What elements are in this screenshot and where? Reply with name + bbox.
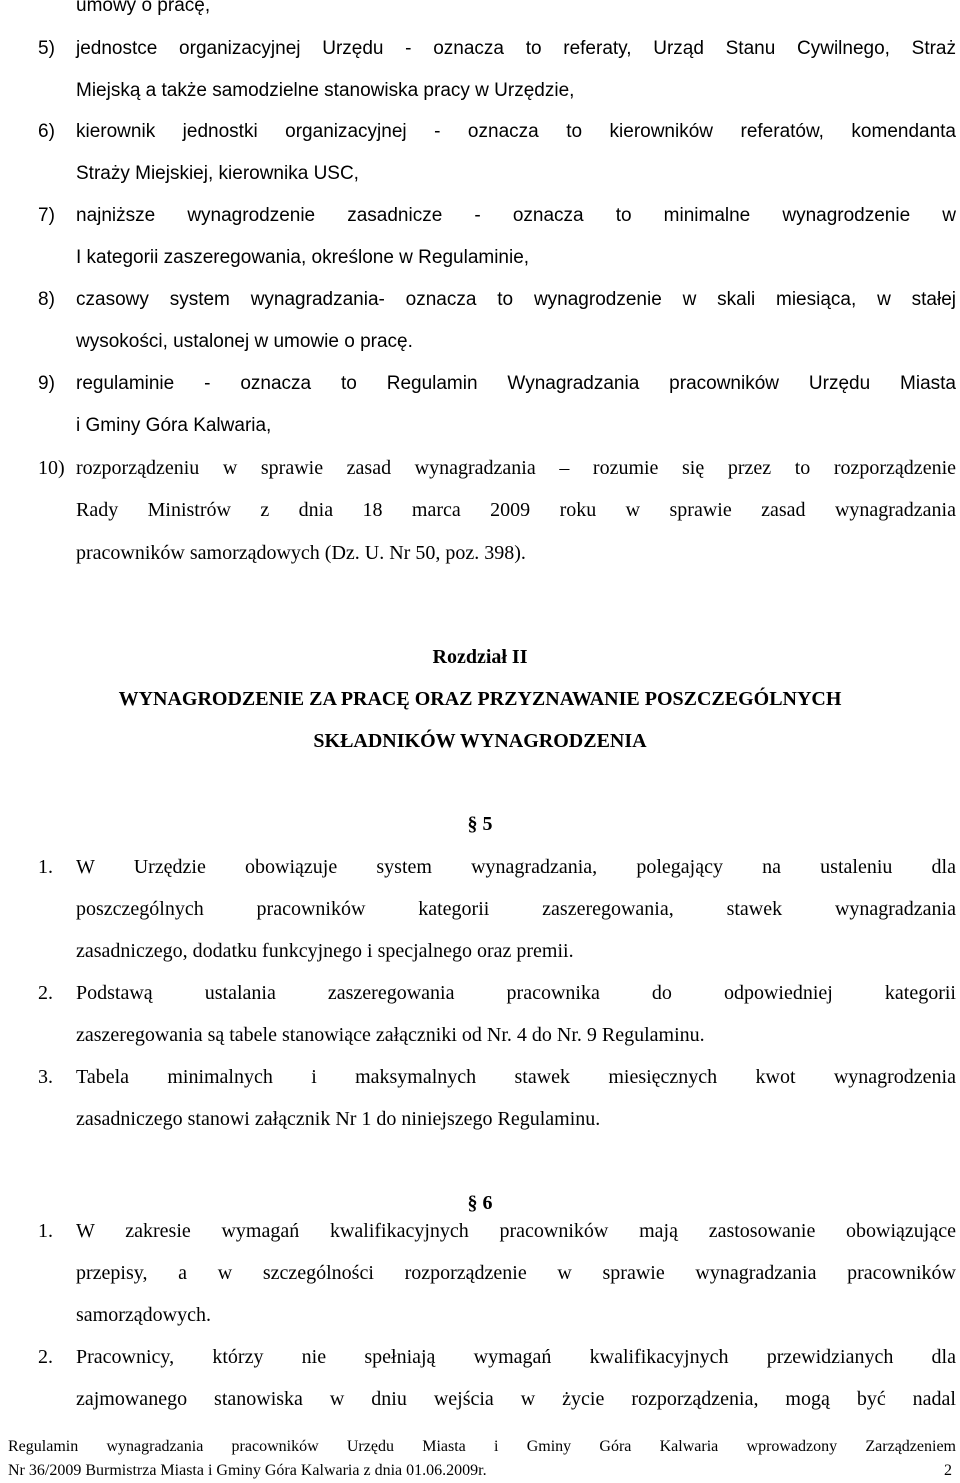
section-5-paragraph-1-line-3: zasadniczego, dodatku funkcyjnego i specjalnego oraz premii.: [76, 940, 574, 962]
section-5-paragraph-2-line-2: zaszeregowania są tabele stanowiące załączniki od Nr. 4 do Nr. 9 Regulaminu.: [76, 1024, 705, 1046]
item-number: 9): [38, 373, 55, 394]
definition-item-9-line-1: regulaminie - oznacza to Regulamin Wynagradzania pracowników Urzędu Miasta: [76, 373, 956, 394]
item-number: 7): [38, 205, 55, 226]
item-number: 8): [38, 289, 55, 310]
section-6-paragraph-1-line-2: przepisy, a w szczególności rozporządzenie w sprawie wynagradzania pracowników: [76, 1262, 956, 1284]
section-5-paragraph-3-line-2: zasadniczego stanowi załącznik Nr 1 do niniejszego Regulaminu.: [76, 1108, 601, 1130]
paragraph-number: 2.: [38, 982, 53, 1004]
definition-item-8-line-2: wysokości, ustalonej w umowie o pracę.: [76, 331, 413, 352]
paragraph-number: 1.: [38, 856, 53, 878]
item-number: 10): [38, 457, 65, 479]
section-6-paragraph-1-line-3: samorządowych.: [76, 1304, 211, 1326]
definition-item-7-line-1: najniższe wynagrodzenie zasadnicze - oznacza to minimalne wynagrodzenie w: [76, 205, 956, 226]
definition-item-8-line-1: czasowy system wynagradzania- oznacza to wynagrodzenie w skali miesiąca, w stałej: [76, 289, 956, 310]
definition-item-5-line-1: jednostce organizacyjnej Urzędu - oznacza to referaty, Urząd Stanu Cywilnego, Straż: [76, 38, 956, 59]
item-number: 6): [38, 121, 55, 142]
item-number: 5): [38, 38, 55, 59]
definition-item-10-line-1: rozporządzeniu w sprawie zasad wynagradzania – rozumie się przez to rozporządzenie: [76, 457, 956, 479]
section-6-paragraph-2-line-1: Pracownicy, którzy nie spełniają wymagań kwalifikacyjnych przewidzianych dla: [76, 1346, 956, 1368]
definition-item-6-line-1: kierownik jednostki organizacyjnej - oznacza to kierowników referatów, komendanta: [76, 121, 956, 142]
definition-item-7-line-2: I kategorii zaszeregowania, określone w Regulaminie,: [76, 247, 530, 268]
section-5-paragraph-3-line-1: Tabela minimalnych i maksymalnych stawek miesięcznych kwot wynagrodzenia: [76, 1066, 956, 1088]
chapter-title: Rozdział II: [432, 646, 528, 668]
definition-item-9-line-2: i Gminy Góra Kalwaria,: [76, 415, 272, 436]
definition-item-10-line-2: Rady Ministrów z dnia 18 marca 2009 roku w sprawie zasad wynagradzania: [76, 499, 956, 521]
section-6-title: § 6: [467, 1192, 493, 1214]
section-5-paragraph-1-line-2: poszczególnych pracowników kategorii zaszeregowania, stawek wynagradzania: [76, 898, 956, 920]
section-5-paragraph-2-line-1: Podstawą ustalania zaszeregowania pracownika do odpowiedniej kategorii: [76, 982, 956, 1004]
chapter-heading-line-2: SKŁADNIKÓW WYNAGRODZENIA: [313, 730, 647, 752]
section-6-paragraph-1-line-1: W zakresie wymagań kwalifikacyjnych pracowników mają zastosowanie obowiązujące: [76, 1220, 956, 1242]
paragraph-number: 1.: [38, 1220, 53, 1242]
definition-item-6-line-2: Straży Miejskiej, kierownika USC,: [76, 163, 359, 184]
footer-line-2: Nr 36/2009 Burmistrza Miasta i Gminy Góra Kalwaria z dnia 01.06.2009r.: [8, 1462, 487, 1479]
chapter-heading-line-1: WYNAGRODZENIE ZA PRACĘ ORAZ PRZYZNAWANIE POSZCZEGÓLNYCH: [118, 688, 842, 710]
section-6-paragraph-2-line-2: zajmowanego stanowiska w dniu wejścia w życie rozporządzenia, mogą być nadal: [76, 1388, 956, 1410]
page-number: 2: [944, 1462, 952, 1479]
paragraph-number: 2.: [38, 1346, 53, 1368]
section-5-title: § 5: [467, 813, 493, 835]
definition-continuation: umowy o pracę,: [76, 0, 211, 16]
definition-item-10-line-3: pracowników samorządowych (Dz. U. Nr 50, poz. 398).: [76, 542, 526, 564]
paragraph-number: 3.: [38, 1066, 53, 1088]
footer-line-1: Regulamin wynagradzania pracowników Urzędu Miasta i Gminy Góra Kalwaria wprowadzony Zarządzeniem: [8, 1438, 956, 1455]
section-5-paragraph-1-line-1: W Urzędzie obowiązuje system wynagradzania, polegający na ustaleniu dla: [76, 856, 956, 878]
definition-item-5-line-2: Miejską a także samodzielne stanowiska pracy w Urzędzie,: [76, 80, 575, 101]
